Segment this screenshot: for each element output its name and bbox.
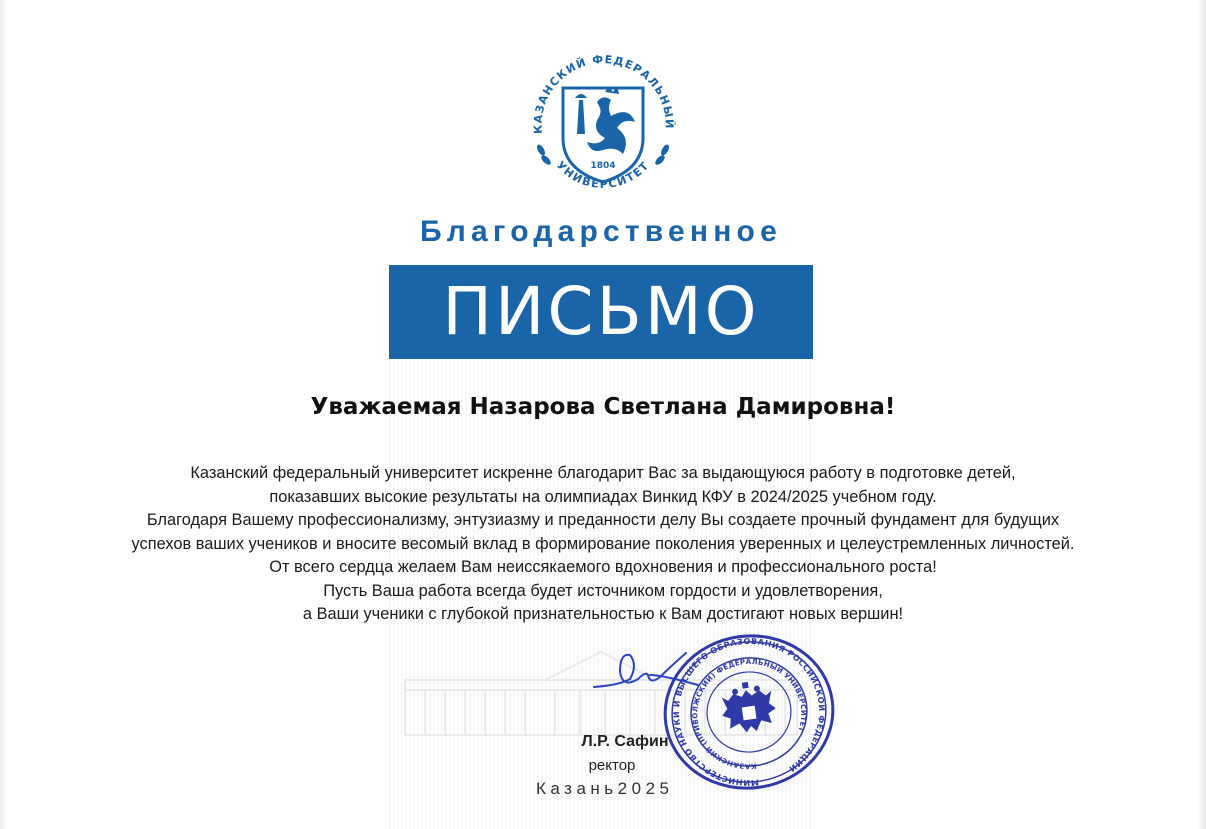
university-logo: [519, 42, 687, 210]
body-line: Казанский федеральный университет искренне благодарит Вас за выдающуюся работу в подготовке детей,: [190, 464, 1016, 482]
letter-body: [40, 462, 1166, 627]
body-line: а Ваши ученики с глубокой признательностью к Вам достигают новых вершин!: [302, 605, 904, 623]
body-line: От всего сердца желаем Вам неиссякаемого вдохновения и профессионального роста!: [269, 558, 937, 576]
title-letter-banner: ПИСЬМО: [389, 265, 813, 359]
logo-ring-text-bottom: УНИВЕРСИТЕТ: [553, 158, 653, 191]
title-thanks: Благодарственное: [420, 215, 782, 248]
official-seal-icon: [658, 632, 840, 792]
seal-outer-text: МИНИСТЕРСТВО НАУКИ И ВЫСШЕГО ОБРАЗОВАНИЯ РОССИЙСКОЙ ФЕДЕРАЦИИ: [672, 636, 827, 788]
body-line: Благодаря Вашему профессионализму, энтузиазму и преданности делу Вы создаете прочный фундамент для будущих: [146, 511, 1060, 529]
signer-name: Л.Р. Сафин: [581, 733, 669, 750]
logo-ring-text-top: КАЗАНСКИЙ ФЕДЕРАЛЬНЫЙ: [531, 52, 676, 135]
greeting-heading: Уважаемая Назарова Светлана Дамировна!: [310, 394, 896, 420]
body-line: показавших высокие результаты на олимпиадах Винкид КФУ в 2024/2025 учебном году.: [269, 487, 937, 506]
seal-inner-text: КАЗАНСКИЙ (ПРИВОЛЖСКИЙ) ФЕДЕРАЛЬНЫЙ УНИВЕРСИТЕТ: [691, 657, 808, 771]
city-year: Казань2025: [536, 779, 674, 798]
signer-position: ректор: [588, 757, 636, 774]
body-line: успехов ваших учеников и вносите весомый вклад в формирование поколения уверенных и целеустремленных личностей.: [131, 534, 1075, 553]
body-line: Пусть Ваша работа всегда будет источником гордости и удовлетворения,: [323, 581, 883, 600]
logo-year: 1804: [590, 161, 616, 171]
